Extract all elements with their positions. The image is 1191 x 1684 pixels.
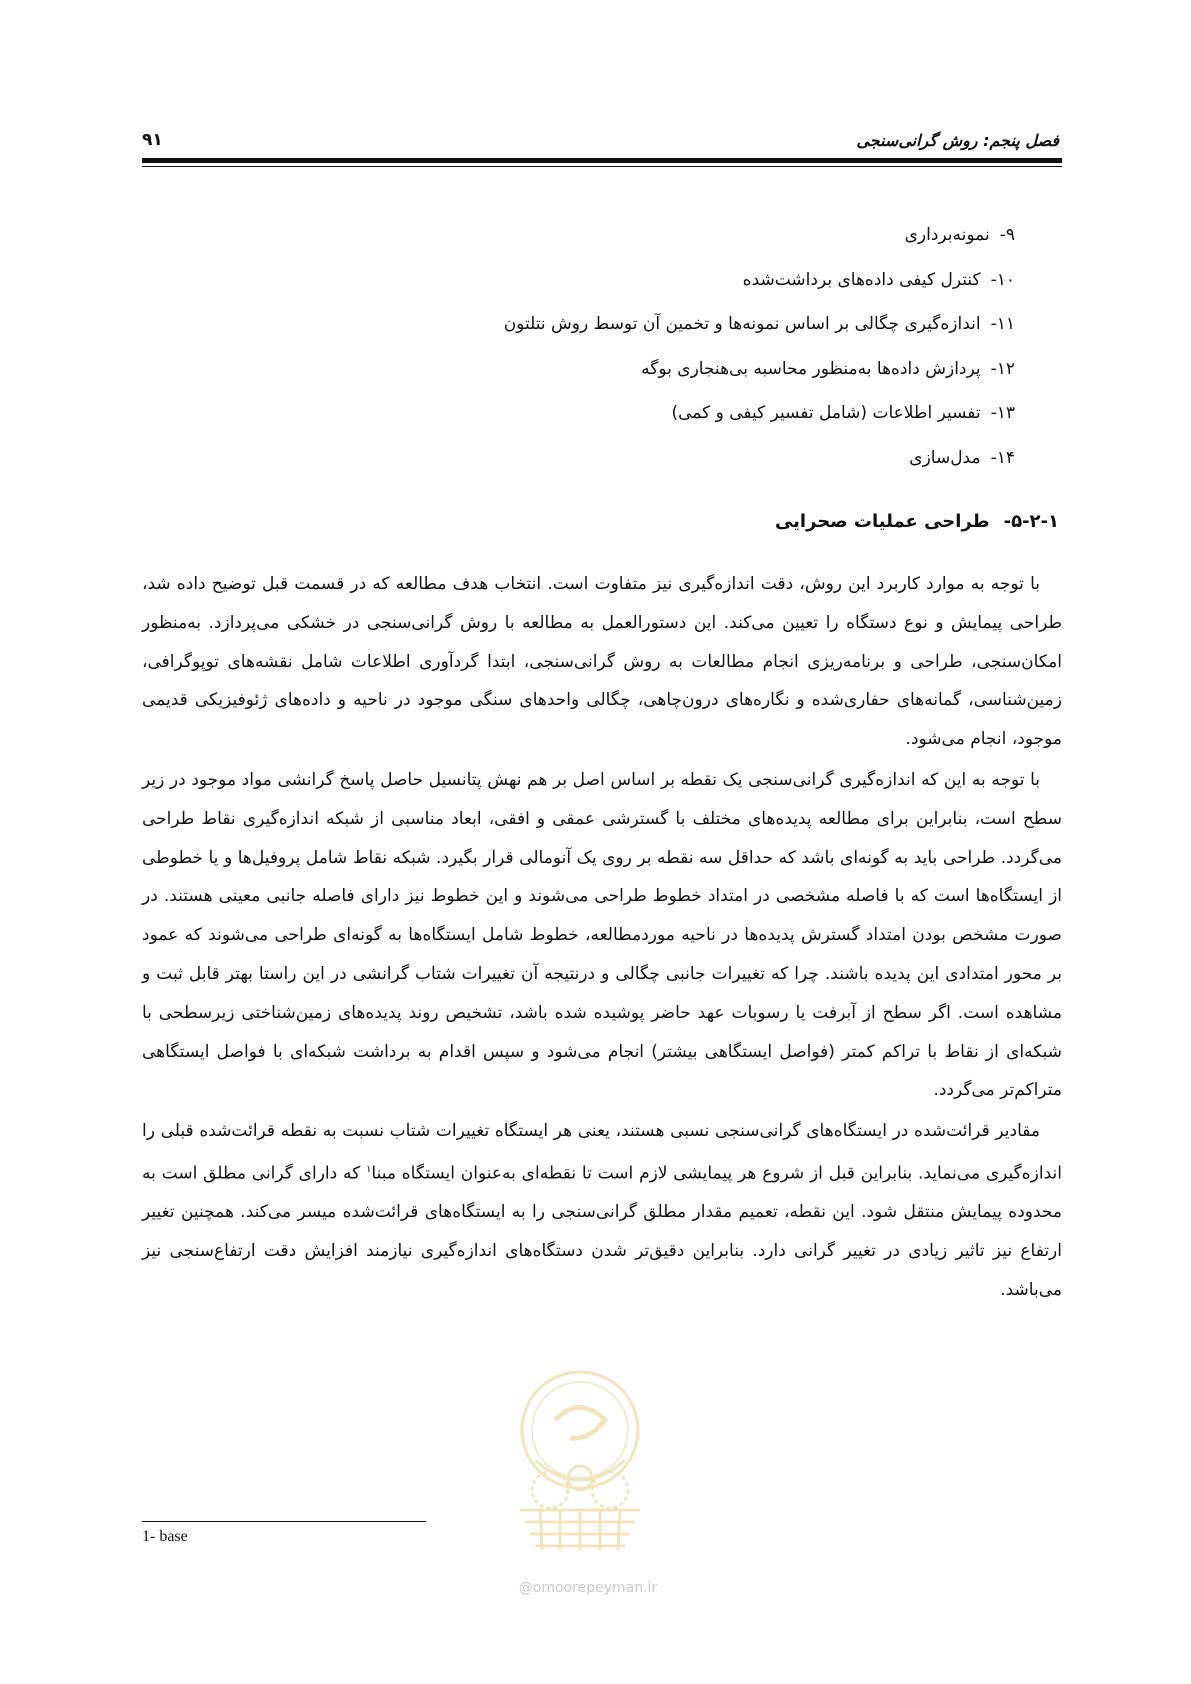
list-item-text: پردازش داده‌ها به‌منظور محاسبه بی‌هنجاری بوگه	[641, 358, 981, 379]
paragraph-3-text-after: که دارای گرانی مطلق است به محدوده پیمایش منتقل شود. این نقطه، تعمیم مقدار مطلق گرانی‌سنجی را به ایستگاه‌های قرائت‌شده میسر می‌کند. همچنین تغییر ارتفاع نیز تاثیر زیادی در تغییر گرانی دارد. بنابراین دقیق‌تر شدن دستگاه‌های اندازه‌گیری نیازمند افزایش دقت ارتفاع‌سنجی نیز می‌باشد.	[142, 1163, 1062, 1300]
header-rule-thick	[142, 158, 1062, 163]
list-item-text: نمونه‌برداری	[904, 225, 990, 245]
section-number: ۵-۲-۱-	[1003, 511, 1059, 532]
list-item	[265, 391, 1015, 436]
paragraph-2: با توجه به این که اندازه‌گیری گرانی‌سنجی یک نقطه بر اساس اصل بر هم نهش پتانسیل حاصل پاسخ گرانشی مواد موجود در زیر سطح است، بنابراین برای مطالعه پدیده‌های مختلف با گسترشی عمقی و افقی، ابعاد مناسبی از شبکه اندازه‌گیری نقاط طراحی می‌گردد. طراحی باید به گونه‌ای باشد که حداقل سه نقطه بر روی یک آنومالی قرار بگیرد. شبکه نقاط شامل پروفیل‌ها و یا خطوطی از ایستگاه‌ها است که با فاصله مشخصی در امتداد خطوط طراحی می‌شوند و این خطوط نیز دارای فاصله جانبی معینی هستند. در صورت مشخص بودن امتداد گسترش پدیده‌ها در ناحیه موردمطالعه، خطوط شامل ایستگاه‌ها به گونه‌ای طراحی می‌شوند که عمود بر محور امتدادی این پدیده باشند. چرا که تغییرات جانبی چگالی و درنتیجه آن تغییرات شتاب گرانشی در این راستا بهتر قابل ثبت و مشاهده است. اگر سطح از آبرفت یا رسوبات عهد حاضر پوشیده شده باشد، تشخیص روند پدیده‌های زمین‌شناختی زیرسطحی با شبکه‌ای از نقاط با تراکم کمتر (فواصل ایستگاهی بیشتر) انجام می‌شود و سپس اقدام به برداشت شبکه‌ای با فواصل ایستگاهی متراکم‌تر می‌گردد.	[142, 769, 1062, 1101]
list-item	[265, 258, 1015, 303]
list-item	[265, 302, 1015, 347]
list-item	[265, 436, 1015, 481]
list-item-number: ۱۴-	[990, 447, 1015, 468]
footnote-separator	[142, 1521, 426, 1522]
section-title: طراحی عملیات صحرایی	[774, 511, 990, 532]
list-item-number: ۱۱-	[990, 314, 1015, 334]
list-item-number: ۱۳-	[990, 403, 1015, 423]
list-item-text: مدل‌سازی	[909, 447, 981, 468]
body-text	[142, 565, 1062, 1312]
list-item	[265, 213, 1015, 258]
list-item-number: ۱۲-	[990, 358, 1015, 379]
paragraph-3	[142, 1112, 1062, 1310]
section-heading	[775, 511, 1059, 532]
list-item-number: ۱۰-	[990, 269, 1015, 290]
footnote: 1- base	[142, 1528, 188, 1545]
header-rule-thin	[142, 166, 1062, 167]
numbered-list	[265, 213, 1015, 480]
running-header-title: فصل پنجم: روش گرانی‌سنجی	[856, 131, 1059, 150]
list-item-text: اندازه‌گیری چگالی بر اساس نمونه‌ها و تخمین آن توسط روش نتلتون	[503, 314, 981, 334]
paragraph-3-text-before: مقادیر قرائت‌شده در ایستگاه‌های گرانی‌سنجی نسبی هستند، یعنی هر ایستگاه تغییرات شتاب نسبت به نقطه قرائت‌شده قبلی را اندازه‌گیری می‌نماید. بنابراین قبل از شروع هر پیمایشی لازم است تا نقطه‌ای به‌عنوان ایستگاه مبنا	[142, 1121, 1062, 1184]
list-item-text: تفسیر اطلاعات (شامل تفسیر کیفی و کمی)	[671, 403, 981, 423]
paragraph-1: با توجه به موارد کاربرد این روش، دقت اندازه‌گیری نیز متفاوت است. انتخاب هدف مطالعه که در قسمت قبل توضیح داده شد، طراحی پیمایش و نوع دستگاه را تعیین می‌کند. این دستورالعمل به مطالعه با روش گرانی‌سنجی در خشکی می‌پردازد. به‌منظور امکان‌سنجی، طراحی و برنامه‌ریزی انجام مطالعات به روش گرانی‌سنجی، ابتدا گردآوری اطلاعات شامل نقشه‌های توپوگرافی، زمین‌شناسی، گمانه‌های حفاری‌شده و نگاره‌های درون‌چاهی، چگالی واحدهای سنگی موجود در ناحیه و داده‌های ژئوفیزیکی قدیمی موجود، انجام می‌شود.	[142, 574, 1062, 750]
watermark-seal-icon	[480, 1350, 680, 1560]
list-item	[265, 347, 1015, 392]
list-item-text: کنترل کیفی داده‌های برداشت‌شده	[742, 269, 981, 290]
watermark-site-text: @omoorepeyman.ir	[518, 1580, 658, 1596]
list-item-number: ۹-	[999, 225, 1015, 245]
footnote-reference[interactable]: ۱	[366, 1163, 372, 1175]
page-number: ۹۱	[142, 130, 163, 150]
